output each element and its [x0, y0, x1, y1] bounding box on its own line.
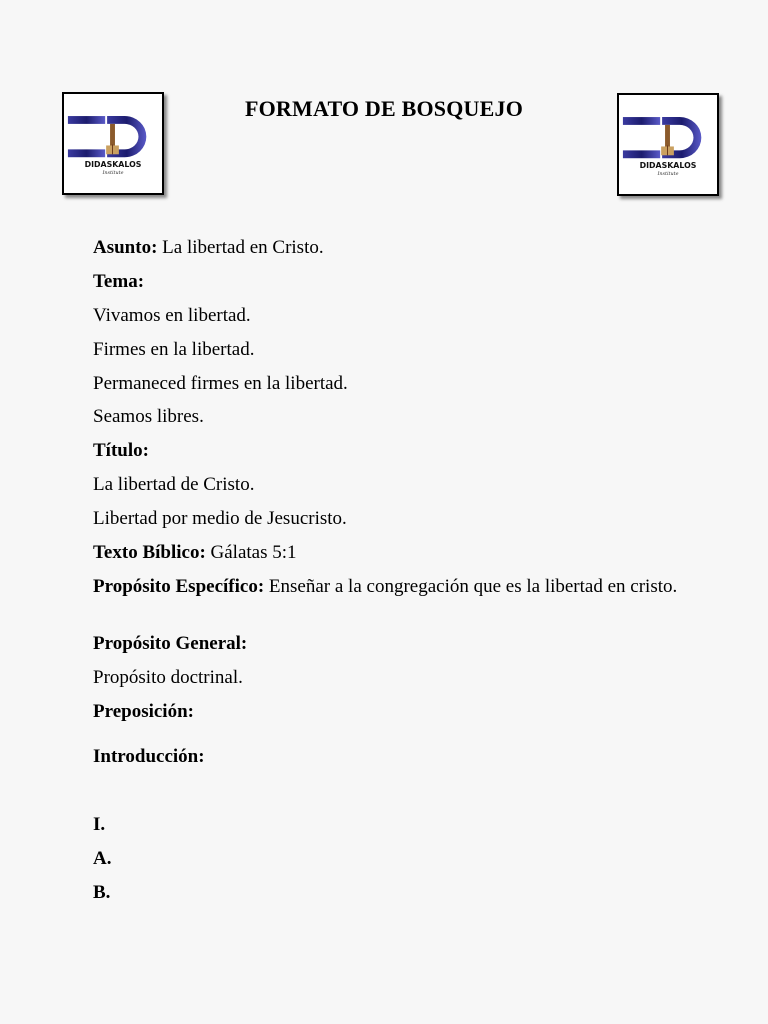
texto-biblico-value: Gálatas 5:1	[205, 542, 297, 563]
tema-item: Permaneced firmes en la libertad.	[93, 373, 348, 394]
titulo-item: La libertad de Cristo.	[93, 474, 255, 495]
asunto-label: Asunto:	[93, 237, 158, 258]
logo-brand-text: DIDASKALOS	[84, 160, 142, 170]
asunto-value: La libertad en Cristo.	[157, 237, 324, 258]
proposito-general-label: Propósito General:	[93, 633, 248, 654]
outline-item: B.	[93, 882, 111, 903]
proposito-general-item: Propósito doctrinal.	[93, 667, 243, 688]
logo-subtext: Institute	[657, 170, 679, 177]
tema-item: Seamos libres.	[93, 406, 204, 427]
introduccion-label: Introducción:	[93, 746, 205, 767]
titulo-label: Título:	[93, 440, 149, 461]
texto-biblico-line	[93, 541, 693, 564]
outline-item: A.	[93, 848, 112, 869]
outline-item: I.	[93, 814, 106, 835]
tema-item: Firmes en la libertad.	[93, 339, 255, 360]
preposicion-label: Preposición:	[93, 701, 194, 722]
proposito-especifico-line	[93, 575, 683, 598]
asunto-line	[93, 236, 693, 259]
tema-label: Tema:	[93, 271, 145, 292]
titulo-item: Libertad por medio de Jesucristo.	[93, 508, 347, 529]
proposito-especifico-value: Enseñar a la congregación que es la libertad en cristo.	[264, 576, 678, 597]
proposito-especifico-label: Propósito Específico:	[93, 576, 265, 597]
logo-brand-text: DIDASKALOS	[639, 161, 697, 171]
logo-subtext: Institute	[102, 169, 124, 176]
texto-biblico-label: Texto Bíblico:	[93, 542, 206, 563]
tema-item: Vivamos en libertad.	[93, 305, 251, 326]
document-title: FORMATO DE BOSQUEJO	[244, 96, 524, 121]
